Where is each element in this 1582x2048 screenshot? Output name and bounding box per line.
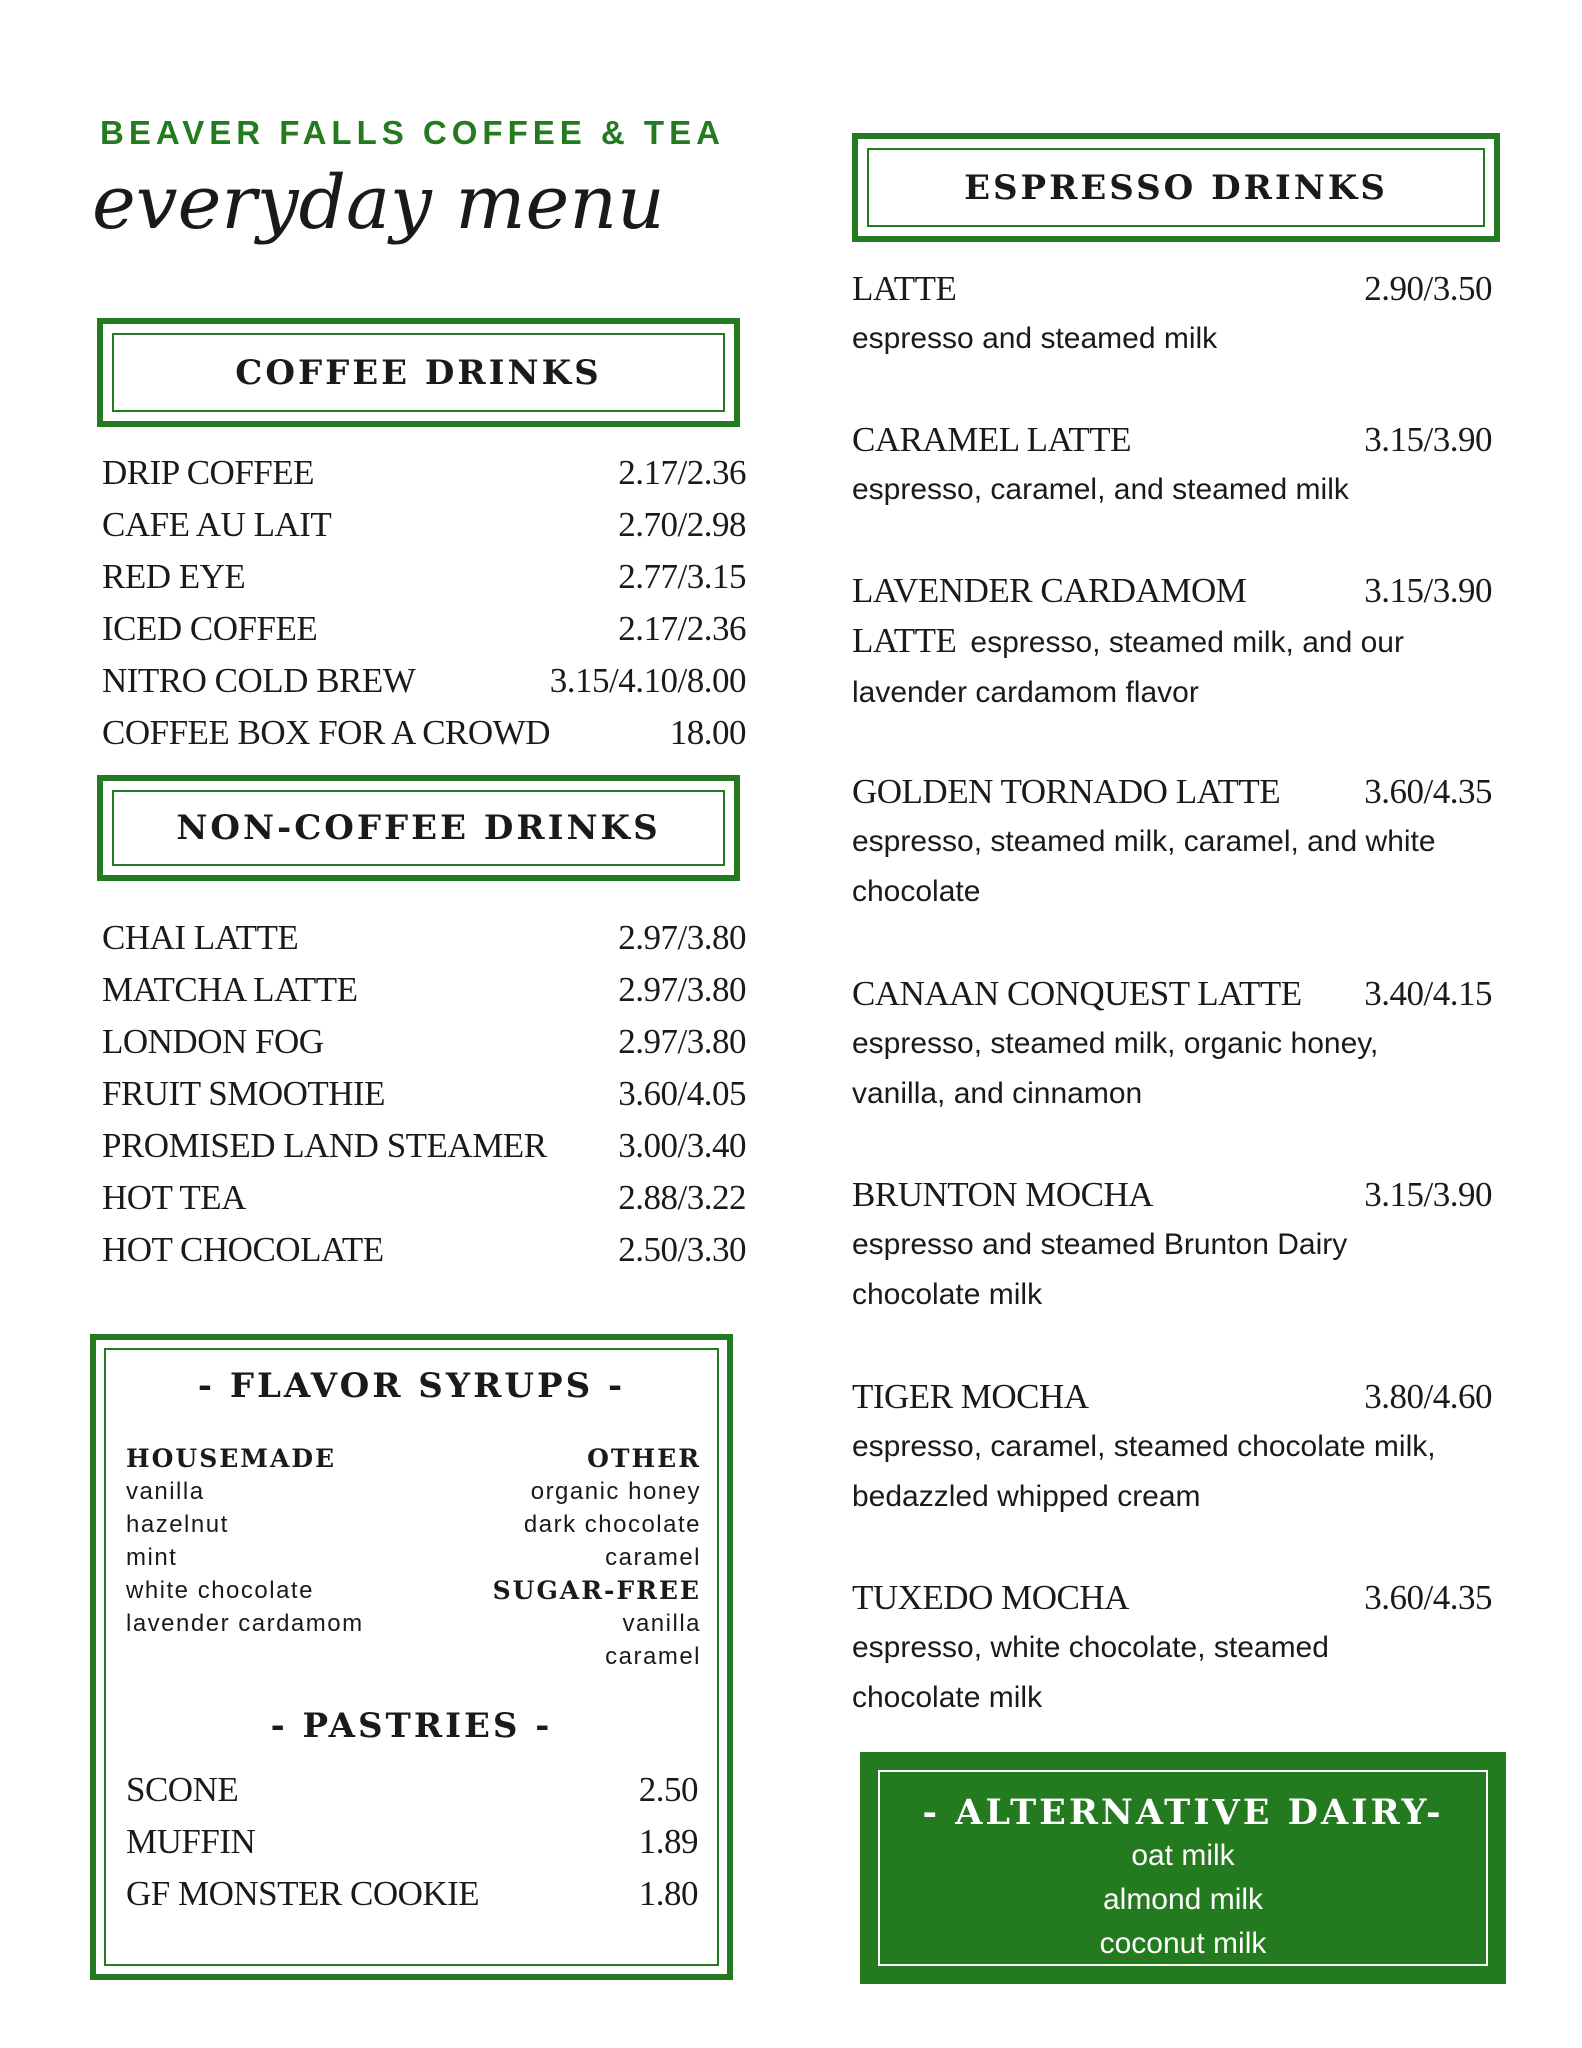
menu-item-drip-coffee bbox=[102, 447, 746, 499]
item-name: CAFE AU LAIT bbox=[102, 505, 332, 544]
item-price: 2.97/3.80 bbox=[618, 1022, 746, 1061]
menu-item-nitro-cold-brew bbox=[102, 655, 746, 707]
syrup-item: dark chocolate bbox=[523, 1511, 701, 1538]
espresso-item-golden-tornado-latte bbox=[852, 767, 1492, 917]
item-price: 2.88/3.22 bbox=[618, 1178, 746, 1217]
item-name: LAVENDER CARDAMOM bbox=[852, 571, 1247, 610]
item-name: DRIP COFFEE bbox=[102, 453, 315, 492]
menu-item-gf-monster-cookie bbox=[126, 1868, 698, 1920]
item-price: 2.97/3.80 bbox=[618, 918, 746, 957]
item-price: 2.17/2.36 bbox=[618, 609, 746, 648]
pastries-list bbox=[126, 1764, 698, 1920]
item-name: COFFEE BOX FOR A CROWD bbox=[102, 713, 550, 752]
item-price: 2.50 bbox=[638, 1770, 698, 1809]
item-name: GF MONSTER COOKIE bbox=[126, 1874, 480, 1913]
sugar-free-title: SUGAR-FREE bbox=[492, 1576, 701, 1605]
espresso-item-brunton-mocha bbox=[852, 1170, 1492, 1320]
dairy-option: almond milk bbox=[1102, 1883, 1264, 1916]
menu-item-chai-latte bbox=[102, 912, 746, 964]
menu-item-cafe-au-lait bbox=[102, 499, 746, 551]
item-price: 1.80 bbox=[638, 1874, 698, 1913]
housemade-syrups-column bbox=[126, 1442, 364, 1640]
item-price: 2.77/3.15 bbox=[618, 557, 746, 596]
item-name: HOT TEA bbox=[102, 1178, 246, 1217]
item-price: 3.40/4.15 bbox=[1364, 974, 1492, 1013]
item-name: CANAAN CONQUEST LATTE bbox=[852, 974, 1302, 1013]
item-price: 2.70/2.98 bbox=[618, 505, 746, 544]
coffee-drinks-title: COFFEE DRINKS bbox=[235, 352, 602, 393]
syrup-item: mint bbox=[126, 1544, 178, 1571]
non-coffee-drinks-list bbox=[102, 912, 746, 1276]
item-price: 3.60/4.35 bbox=[1364, 772, 1492, 811]
espresso-item-canaan-conquest-latte bbox=[852, 969, 1492, 1119]
espresso-drinks-title: ESPRESSO DRINKS bbox=[964, 167, 1388, 208]
item-price: 2.90/3.50 bbox=[1364, 269, 1492, 308]
menu-item-muffin bbox=[126, 1816, 698, 1868]
item-price: 3.15/3.90 bbox=[1364, 571, 1492, 610]
item-description: espresso, steamed milk, caramel, and white bbox=[852, 825, 1436, 858]
other-syrups-column bbox=[493, 1442, 701, 1673]
menu-item-red-eye bbox=[102, 551, 746, 603]
espresso-item-tiger-mocha bbox=[852, 1372, 1492, 1522]
alternative-dairy-title: - ALTERNATIVE DAIRY- bbox=[922, 1792, 1444, 1833]
housemade-title: HOUSEMADE bbox=[126, 1444, 337, 1473]
item-name-continued: LATTE bbox=[852, 621, 957, 660]
menu-subtitle: everyday menu bbox=[92, 160, 665, 246]
item-description: espresso, caramel, and steamed milk bbox=[852, 473, 1349, 506]
syrup-item: hazelnut bbox=[126, 1511, 229, 1538]
item-name: PROMISED LAND STEAMER bbox=[102, 1126, 547, 1165]
item-description: chocolate bbox=[852, 875, 981, 908]
menu-item-scone bbox=[126, 1764, 698, 1816]
menu-item-hot-tea bbox=[102, 1172, 746, 1224]
syrup-item: caramel bbox=[605, 1544, 701, 1571]
menu-item-hot-chocolate bbox=[102, 1224, 746, 1276]
coffee-drinks-list bbox=[102, 447, 746, 759]
item-description: chocolate milk bbox=[852, 1278, 1043, 1311]
item-name: SCONE bbox=[126, 1770, 239, 1809]
item-name: LATTE bbox=[852, 269, 957, 308]
dairy-option: oat milk bbox=[1131, 1839, 1235, 1872]
syrup-item: organic honey bbox=[530, 1478, 701, 1505]
pastries-title: - PASTRIES - bbox=[270, 1706, 553, 1746]
espresso-item-tuxedo-mocha bbox=[852, 1573, 1492, 1723]
item-price: 1.89 bbox=[638, 1822, 698, 1861]
other-title: OTHER bbox=[587, 1444, 701, 1473]
menu-item-matcha-latte bbox=[102, 964, 746, 1016]
item-description: espresso, steamed milk, and our bbox=[970, 626, 1404, 659]
syrup-item: vanilla bbox=[126, 1478, 205, 1505]
item-price: 2.97/3.80 bbox=[618, 970, 746, 1009]
item-description: espresso and steamed milk bbox=[852, 322, 1218, 355]
item-name: CARAMEL LATTE bbox=[852, 420, 1131, 459]
item-price: 18.00 bbox=[669, 713, 746, 752]
dairy-option: coconut milk bbox=[1099, 1927, 1267, 1960]
syrup-item: caramel bbox=[605, 1643, 701, 1670]
item-description: espresso, steamed milk, organic honey, bbox=[852, 1027, 1379, 1060]
menu-item-promised-land-steamer bbox=[102, 1120, 746, 1172]
non-coffee-drinks-title: NON-COFFEE DRINKS bbox=[176, 808, 661, 848]
espresso-item-lavender-cardamom-latte bbox=[852, 566, 1492, 718]
item-price: 2.50/3.30 bbox=[618, 1230, 746, 1269]
item-description: chocolate milk bbox=[852, 1681, 1043, 1714]
espresso-drinks-header bbox=[852, 133, 1500, 242]
syrup-item: vanilla bbox=[622, 1610, 701, 1637]
item-name: NITRO COLD BREW bbox=[102, 661, 416, 700]
item-description: espresso, caramel, steamed chocolate milk, bbox=[852, 1430, 1436, 1463]
non-coffee-drinks-header bbox=[97, 775, 740, 881]
item-name: FRUIT SMOOTHIE bbox=[102, 1074, 386, 1113]
item-description-line bbox=[852, 616, 1492, 668]
item-price: 3.00/3.40 bbox=[618, 1126, 746, 1165]
menu-item-coffee-box bbox=[102, 707, 746, 759]
menu-item-iced-coffee bbox=[102, 603, 746, 655]
flavor-syrups-title: - FLAVOR SYRUPS - bbox=[197, 1366, 626, 1406]
item-description: bedazzled whipped cream bbox=[852, 1480, 1201, 1513]
syrup-item: lavender cardamom bbox=[126, 1610, 364, 1637]
espresso-item-latte bbox=[852, 264, 1492, 364]
item-name: ICED COFFEE bbox=[102, 609, 318, 648]
menu-item-london-fog bbox=[102, 1016, 746, 1068]
menu-item-fruit-smoothie bbox=[102, 1068, 746, 1120]
alternative-dairy-panel bbox=[860, 1752, 1506, 1984]
item-name: LONDON FOG bbox=[102, 1022, 324, 1061]
item-name: MUFFIN bbox=[126, 1822, 256, 1861]
coffee-drinks-header bbox=[97, 318, 740, 427]
item-price: 3.15/3.90 bbox=[1364, 1175, 1492, 1214]
syrups-pastries-panel bbox=[90, 1334, 733, 1980]
item-name: TUXEDO MOCHA bbox=[852, 1578, 1129, 1617]
item-name: BRUNTON MOCHA bbox=[852, 1175, 1154, 1214]
item-name: CHAI LATTE bbox=[102, 918, 299, 957]
espresso-item-caramel-latte bbox=[852, 415, 1492, 515]
item-description: espresso and steamed Brunton Dairy bbox=[852, 1228, 1348, 1261]
item-description: lavender cardamom flavor bbox=[852, 676, 1199, 709]
item-price: 3.60/4.35 bbox=[1364, 1578, 1492, 1617]
item-price: 3.60/4.05 bbox=[618, 1074, 746, 1113]
alternative-dairy-list bbox=[880, 1834, 1486, 1966]
item-name: GOLDEN TORNADO LATTE bbox=[852, 772, 1281, 811]
item-name: RED EYE bbox=[102, 557, 246, 596]
item-name: MATCHA LATTE bbox=[102, 970, 358, 1009]
item-name: TIGER MOCHA bbox=[852, 1377, 1089, 1416]
item-name: HOT CHOCOLATE bbox=[102, 1230, 384, 1269]
item-price: 3.15/3.90 bbox=[1364, 420, 1492, 459]
syrup-item: white chocolate bbox=[126, 1577, 314, 1604]
brand-name: BEAVER FALLS COFFEE & TEA bbox=[100, 114, 725, 151]
item-description: vanilla, and cinnamon bbox=[852, 1077, 1143, 1110]
item-price: 3.80/4.60 bbox=[1364, 1377, 1492, 1416]
item-price: 3.15/4.10/8.00 bbox=[549, 661, 746, 700]
item-price: 2.17/2.36 bbox=[618, 453, 746, 492]
item-description: espresso, white chocolate, steamed bbox=[852, 1631, 1329, 1664]
